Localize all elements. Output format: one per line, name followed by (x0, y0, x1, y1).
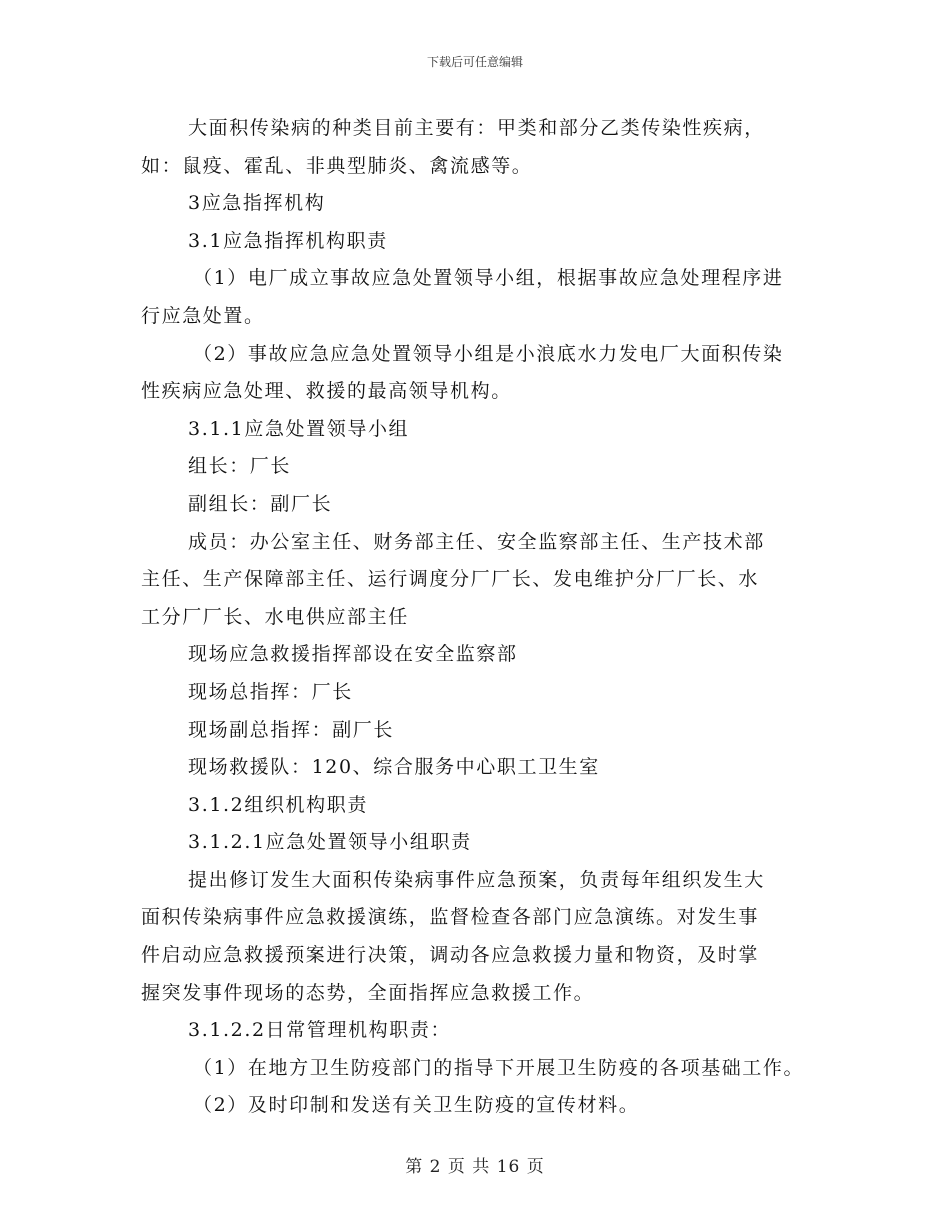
text-line: 现场救援队：120、综合服务中心职工卫生室 (188, 756, 600, 779)
text-line: 主任、生产保障部主任、运行调度分厂厂长、发电维护分厂厂长、水 (141, 568, 760, 591)
text-line: （2）及时印制和发送有关卫生防疫的宣传材料。 (193, 1094, 640, 1117)
document-body (141, 110, 821, 1125)
text-line: 现场应急救援指挥部设在安全监察部 (188, 643, 518, 666)
text-line: 握突发事件现场的态势，全面指挥应急救援工作。 (141, 981, 595, 1004)
text-line: 性疾病应急处理、救援的最高领导机构。 (141, 380, 512, 403)
text-line: 3.1.2组织机构职责 (188, 793, 368, 816)
text-line: （1）电厂成立事故应急处置领导小组，根据事故应急处理程序进 (193, 267, 784, 290)
text-line: 面积传染病事件应急救援演练，监督检查各部门应急演练。对发生事 (141, 906, 760, 929)
text-line: 组长：厂长 (188, 455, 292, 478)
text-line: 工分厂厂长、水电供应部主任 (141, 605, 409, 628)
text-line: 件启动应急救援预案进行决策，调动各应急救援力量和物资，及时掌 (141, 944, 760, 967)
text-line: 现场副总指挥：副厂长 (188, 718, 395, 741)
text-line: 现场总指挥：厂长 (188, 680, 353, 703)
text-line: 3.1.1应急处置领导小组 (188, 417, 410, 440)
text-line: 行应急处置。 (141, 304, 265, 327)
text-line: 3.1.2.2日常管理机构职责： (188, 1019, 452, 1042)
text-line: 3.1应急指挥机构职责 (188, 229, 388, 252)
text-line: 3应急指挥机构 (188, 192, 326, 215)
text-line: 如：鼠疫、霍乱、非典型肺炎、禽流感等。 (141, 154, 533, 177)
page-header: 下载后可任意编辑 (426, 55, 523, 69)
page-footer: 第 2 页 共 16 页 (405, 1157, 545, 1177)
text-line: （2）事故应急应急处置领导小组是小浪底水力发电厂大面积传染 (193, 342, 784, 365)
text-line: 大面积传染病的种类目前主要有：甲类和部分乙类传染性疾病， (188, 117, 765, 139)
text-line: （1）在地方卫生防疫部门的指导下开展卫生防疫的各项基础工作。 (193, 1056, 805, 1079)
text-line: 3.1.2.1应急处置领导小组职责 (188, 831, 472, 854)
text-line: 成员：办公室主任、财务部主任、安全监察部主任、生产技术部 (188, 530, 765, 553)
text-line: 提出修订发生大面积传染病事件应急预案，负责每年组织发生大 (188, 868, 765, 891)
text-line: 副组长：副厂长 (188, 492, 333, 515)
